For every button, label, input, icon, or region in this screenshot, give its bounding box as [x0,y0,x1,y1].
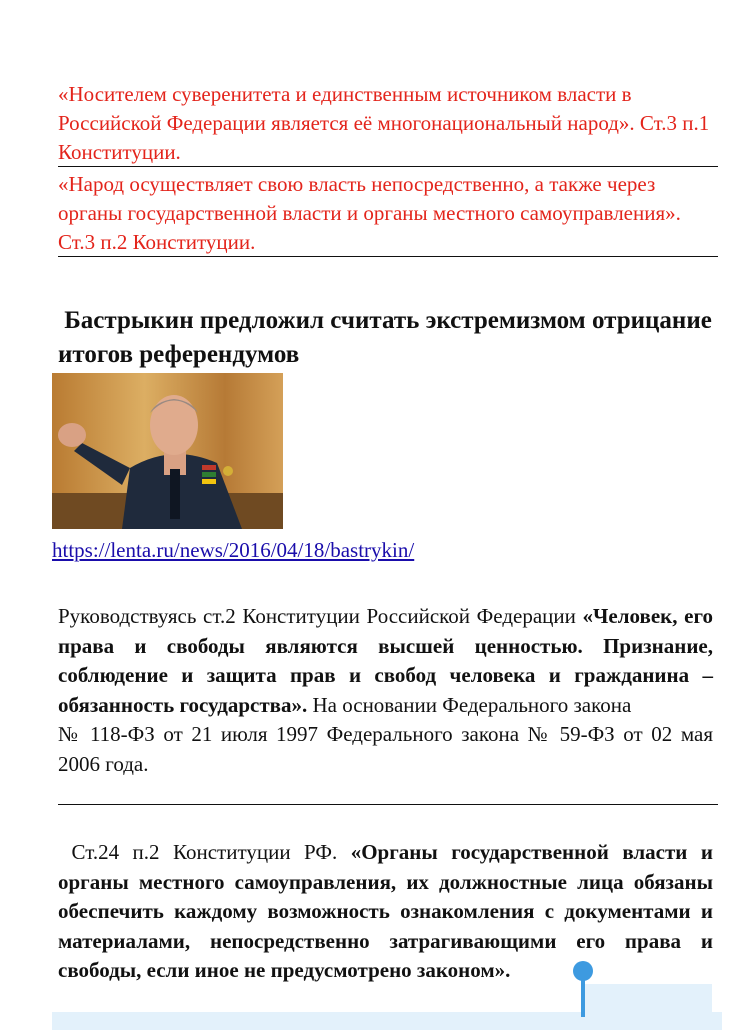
paragraph-constitution-art2 [58,602,713,779]
divider [58,256,718,257]
selection-handle-icon[interactable] [573,961,593,1016]
paragraph-lead: Ст.24 п.2 Конституции РФ. [71,840,351,864]
text-selection-highlight [582,984,712,1014]
divider [58,804,718,805]
article-title: Бастрыкин предложил считать экстремизмом отрицание итогов референдумов [58,307,712,368]
paragraph-bold-quote: «Органы государственной власти и органы местного самоуправления, их должностные лица обязаны обеспечить каждому возможность ознакомления с документами и материалами, непосредственно затрагивающими его права и свободы, если иное не предусмотрено законом». [58,840,713,982]
paragraph-constitution-art24 [58,838,713,986]
constitution-quote-2: «Народ осуществляет свою власть непосредственно, а также через органы государственной власти и органы местного самоуправления». Ст.3 п.2 Конституции. [58,172,681,254]
paragraph-lead: Руководствуясь ст.2 Конституции Российской Федерации [58,604,583,628]
source-link[interactable]: https://lenta.ru/news/2016/04/18/bastrykin/ [52,538,415,562]
paragraph-tail: На основании Федерального закона [307,692,632,717]
paragraph-law-refs: № 118-ФЗ от 21 июля 1997 Федерального закона № 59-ФЗ от 02 мая 2006 года. [58,722,713,776]
article-photo [52,373,283,529]
speaker-photo-icon [52,373,283,529]
selection-handle-stem [581,977,585,1017]
constitution-quote-1: «Носителем суверенитета и единственным источником власти в Российской Федерации является её многонациональный народ». Ст.3 п.1 Конституции. [58,82,710,164]
divider [58,166,718,167]
text-selection-bar [52,1012,722,1030]
paragraph-bold-quote: «Человек, его права и свободы являются высшей ценностью. Признание, соблюдение и защита прав и свобод человека и гражданина – обязанность государства». [58,604,713,717]
